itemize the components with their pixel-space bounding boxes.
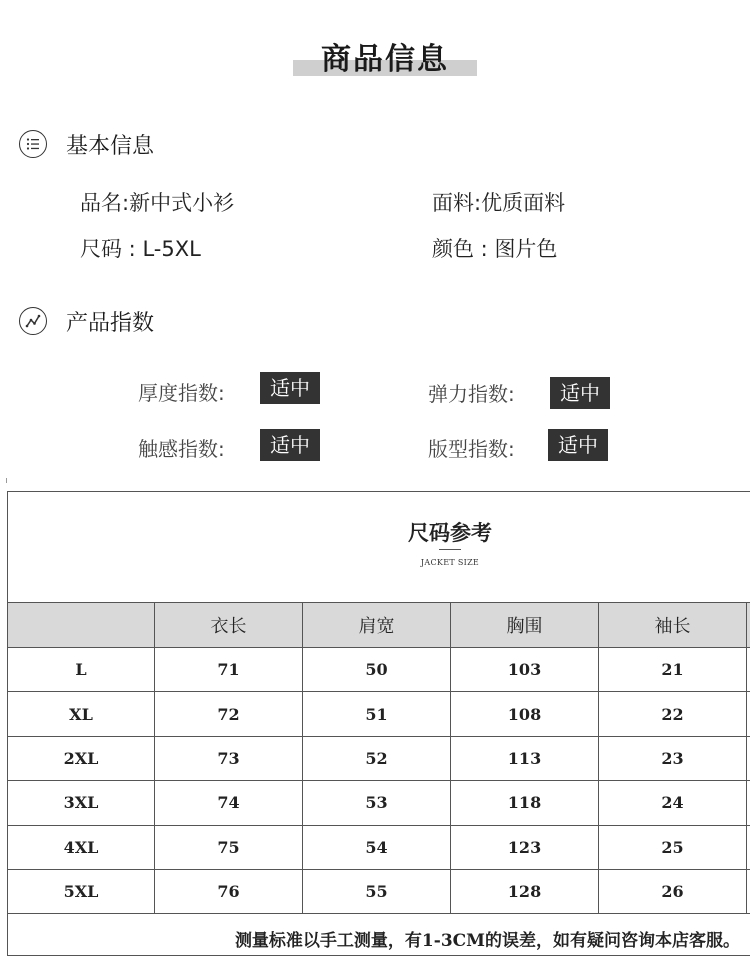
table-cell: 123 — [451, 825, 599, 869]
index-badge-fit: 适中 — [548, 429, 608, 461]
info-value: 图片色 — [494, 237, 558, 261]
table-row — [8, 825, 750, 869]
table-header-row — [8, 603, 750, 648]
section-heading-product-index: 产品指数 — [66, 310, 155, 336]
section-product-index — [19, 305, 154, 337]
table-cell — [747, 648, 750, 692]
table-cell: 73 — [155, 736, 303, 780]
table-cell: 21 — [599, 648, 747, 692]
section-basic-info — [19, 128, 154, 160]
table-cell: 128 — [451, 869, 599, 913]
table-cell: 5XL — [8, 869, 155, 913]
divider-tick — [6, 478, 7, 483]
table-row — [8, 692, 750, 736]
table-cell: 55 — [303, 869, 451, 913]
info-separator: : — [122, 191, 130, 215]
table-cell — [747, 781, 750, 825]
table-cell: 103 — [451, 648, 599, 692]
index-label-thickness: 厚度指数: — [138, 381, 225, 405]
table-cell: 4XL — [8, 825, 155, 869]
index-badge-elasticity: 适中 — [550, 377, 610, 409]
info-label: 面料 — [432, 191, 474, 215]
measurement-note: 测量标准以手工测量，有1-3CM的误差，如有疑问咨询本店客服。 — [234, 931, 740, 951]
info-field-name — [80, 187, 234, 217]
index-badge-thickness: 适中 — [260, 372, 320, 404]
table-cell: 50 — [303, 648, 451, 692]
table-cell: XL — [8, 692, 155, 736]
info-separator: : — [474, 237, 495, 261]
table-cell: 23 — [599, 736, 747, 780]
table-row — [8, 781, 750, 825]
size-chart-subtitle: JACKET SIZE — [420, 558, 480, 567]
table-cell — [747, 692, 750, 736]
table-row — [8, 648, 750, 692]
column-header-size — [8, 603, 155, 648]
table-cell — [747, 869, 750, 913]
table-cell: 24 — [599, 781, 747, 825]
size-chart-title-divider — [439, 549, 461, 550]
table-cell: L — [8, 648, 155, 692]
table-cell — [747, 825, 750, 869]
info-value: 新中式小衫 — [129, 191, 235, 215]
table-cell: 76 — [155, 869, 303, 913]
info-label: 尺码 — [80, 237, 122, 261]
list-icon — [19, 130, 47, 158]
table-cell — [747, 736, 750, 780]
info-field-size — [80, 233, 201, 263]
index-label-touch: 触感指数: — [138, 437, 225, 461]
table-cell: 54 — [303, 825, 451, 869]
trend-chart-icon — [19, 307, 47, 335]
table-cell: 2XL — [8, 736, 155, 780]
column-header-extra — [747, 603, 750, 648]
table-cell: 22 — [599, 692, 747, 736]
page-title: 商品信息 — [321, 42, 449, 77]
table-row — [8, 869, 750, 913]
column-header-chest: 胸围 — [451, 603, 599, 648]
index-label-fit: 版型指数: — [428, 437, 515, 461]
info-label: 品名 — [80, 191, 122, 215]
table-cell: 113 — [451, 736, 599, 780]
size-chart-title: 尺码参考 — [408, 520, 492, 545]
table-cell: 71 — [155, 648, 303, 692]
info-field-fabric — [432, 187, 565, 217]
section-heading-basic-info: 基本信息 — [66, 133, 155, 159]
info-value: L-5XL — [142, 237, 201, 261]
info-separator: : — [122, 237, 143, 261]
table-cell: 26 — [599, 869, 747, 913]
table-cell: 74 — [155, 781, 303, 825]
column-header-sleeve: 袖长 — [599, 603, 747, 648]
column-header-shoulder: 肩宽 — [303, 603, 451, 648]
index-badge-touch: 适中 — [260, 429, 320, 461]
info-label: 颜色 — [432, 237, 474, 261]
table-row — [8, 736, 750, 780]
table-cell: 3XL — [8, 781, 155, 825]
column-header-length: 衣长 — [155, 603, 303, 648]
info-field-color — [432, 233, 557, 263]
table-cell: 52 — [303, 736, 451, 780]
index-label-elasticity: 弹力指数: — [428, 382, 515, 406]
table-cell: 118 — [451, 781, 599, 825]
info-separator: : — [474, 191, 482, 215]
info-value: 优质面料 — [481, 191, 566, 215]
table-cell: 72 — [155, 692, 303, 736]
table-cell: 75 — [155, 825, 303, 869]
size-chart-table — [7, 602, 750, 914]
table-cell: 53 — [303, 781, 451, 825]
table-cell: 108 — [451, 692, 599, 736]
table-cell: 51 — [303, 692, 451, 736]
table-cell: 25 — [599, 825, 747, 869]
